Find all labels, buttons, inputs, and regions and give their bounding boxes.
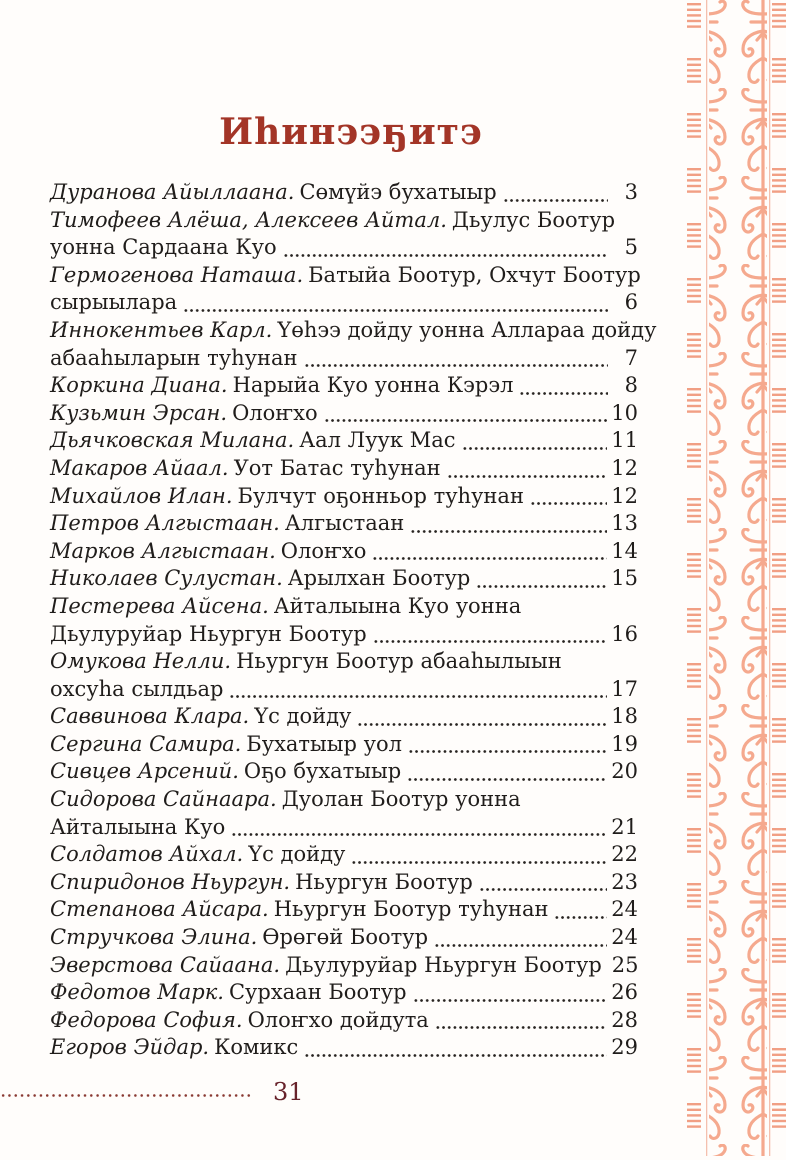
toc-title: Дьулус Боотур (451, 207, 616, 232)
dot-leader (435, 1024, 607, 1031)
toc-entry-continuation (50, 621, 638, 649)
dot-leader (410, 528, 607, 535)
toc-page-number: 16 (611, 621, 638, 646)
toc-entry-line (50, 869, 638, 897)
toc-author: Дьячковская Милана. (50, 428, 295, 453)
page-title: Иһинээҕитэ (219, 111, 483, 153)
toc-page-number: 24 (611, 925, 638, 950)
toc-title-continued: абааһыларын туһунан (50, 345, 298, 370)
toc-title-continued: Айталыына Куо (50, 814, 226, 839)
toc-author: Макаров Айаал. (50, 455, 229, 480)
toc-author: Петров Алгыстаан. (50, 511, 280, 536)
toc-title: Оҕо бухатыыр (243, 759, 402, 784)
dot-leader (503, 197, 608, 204)
toc-author: Кузьмин Эрсан. (50, 400, 228, 425)
toc-author: Солдатов Айхал. (50, 842, 244, 867)
toc-page-number: 10 (611, 400, 638, 425)
toc-entry-line (50, 786, 638, 814)
toc-title: Олоҥхо дойдута (247, 1007, 429, 1032)
toc-author: Саввинова Клара. (50, 704, 250, 729)
dot-leader (434, 942, 607, 949)
toc-entry-line (50, 979, 638, 1007)
toc-title-continued: Дьулуруйар Ньургун Боотур (50, 621, 367, 646)
toc-page-number: 25 (611, 952, 639, 977)
toc-entry-line (50, 1007, 638, 1035)
toc-author: Эверстова Сайаана. (50, 952, 281, 977)
toc-entry-line (50, 427, 638, 455)
toc-title: Айталыына Куо уонна (273, 593, 522, 618)
toc-title: Булчут оҕонньор туһунан (237, 483, 524, 508)
toc-page-number: 12 (611, 455, 638, 480)
dot-leader (479, 886, 607, 893)
toc-entry-line (50, 262, 641, 290)
dot-leader (407, 776, 607, 783)
toc-title: Батыйа Боотур, Охчут Боотур (308, 262, 641, 287)
toc-page-number: 23 (611, 869, 638, 894)
toc-page-number: 13 (611, 511, 638, 536)
toc-page-number: 19 (611, 731, 638, 756)
toc-author: Спиридонов Ньургун. (50, 869, 291, 894)
toc-title: Үөһээ дойду уонна Аллараа дойду (277, 317, 657, 342)
toc-page-number: 21 (611, 814, 638, 839)
toc-page-number: 12 (611, 483, 638, 508)
toc-author: Степанова Айсара. (50, 897, 269, 922)
toc-entry-line (50, 841, 638, 869)
ornament-border-graphic (676, 0, 786, 1156)
toc-list (50, 179, 657, 1062)
dot-leader (304, 1052, 607, 1059)
toc-author: Гермогенова Наташа. (50, 262, 304, 287)
toc-entry-line (50, 400, 638, 428)
dot-leader (408, 748, 607, 755)
toc-author: Егоров Эйдар. (50, 1035, 210, 1060)
toc-title: Үс дойду (248, 842, 346, 867)
toc-entry-line (50, 372, 638, 400)
toc-author: Сергина Самира. (50, 731, 242, 756)
toc-author: Стручкова Элина. (50, 925, 258, 950)
toc-title: Алгыстаан (284, 511, 405, 536)
toc-title-continued: сырыылара (50, 290, 178, 315)
toc-entry-line (50, 593, 638, 621)
sakha-scroll-border (676, 0, 786, 1156)
toc-page (50, 110, 657, 1062)
toc-entry-line (50, 952, 638, 980)
folio-page-number: 31 (273, 1078, 304, 1106)
dot-leader (229, 693, 607, 700)
toc-title: Өрөгөй Боотур (262, 925, 429, 950)
toc-page-number: 28 (611, 1007, 638, 1032)
toc-entry-continuation (50, 234, 638, 262)
dot-leader (554, 914, 607, 921)
toc-page-number: 24 (611, 897, 638, 922)
toc-author: Омукова Нелли. (50, 649, 232, 674)
toc-title: Аал Луук Мас (299, 428, 456, 453)
toc-title: Олоҥхо (280, 538, 367, 563)
toc-entry-line (50, 207, 638, 235)
toc-page-number: 8 (624, 373, 638, 398)
dot-leader (231, 831, 607, 838)
toc-author: Сивцев Арсений. (50, 759, 239, 784)
toc-title: Нарыйа Куо уонна Кэрэл (232, 373, 514, 398)
toc-entry-line (50, 896, 638, 924)
toc-author: Михайлов Илан. (50, 483, 233, 508)
toc-entry-line (50, 483, 638, 511)
toc-title: Комикс (214, 1035, 299, 1060)
toc-page-number: 6 (624, 290, 638, 315)
toc-author: Марков Алгыстаан. (50, 538, 276, 563)
toc-title: Сөмүйэ бухатыыр (299, 180, 497, 204)
dot-leader (530, 500, 607, 507)
toc-author: Тимофеев Алёша, Алексеев Айтал. (50, 207, 447, 232)
toc-author: Иннокентьев Карл. (50, 317, 273, 342)
dot-leader (476, 583, 607, 590)
page-footer (0, 1078, 320, 1106)
toc-title-continued: охсуһа сылдьар (50, 676, 224, 701)
dot-leader (413, 997, 608, 1004)
toc-entry-line (50, 565, 638, 593)
toc-page-number: 5 (624, 235, 638, 260)
toc-title: Ньургун Боотур абааһылыын (236, 649, 562, 674)
footer-dot-leader (0, 1092, 253, 1099)
toc-author: Сидорова Сайнаара. (50, 787, 277, 812)
dot-leader (324, 417, 608, 424)
toc-page-number: 7 (624, 345, 638, 370)
toc-entry-line (50, 538, 638, 566)
toc-author: Федотов Марк. (50, 980, 224, 1005)
toc-entry-line (50, 455, 638, 483)
dot-leader (372, 555, 607, 562)
toc-entry-line (50, 510, 638, 538)
dot-leader (304, 362, 609, 369)
toc-entry-continuation (50, 345, 638, 373)
toc-page-number: 14 (611, 538, 638, 563)
toc-title-continued: уонна Сардаана Куо (50, 235, 277, 260)
toc-title: Дьулуруйар Ньургун Боотур (285, 952, 602, 977)
toc-entry-line (50, 179, 638, 207)
toc-entry-continuation (50, 289, 638, 317)
toc-title: Сурхаан Боотур (228, 980, 407, 1005)
toc-entry-line (50, 924, 638, 952)
dot-leader (373, 638, 608, 645)
toc-title: Ньургун Боотур туһунан (273, 897, 549, 922)
toc-page-number: 20 (611, 759, 638, 784)
toc-author: Коркина Диана. (50, 373, 228, 398)
toc-entry-continuation (50, 814, 638, 842)
toc-title: Олоҥхо (232, 400, 318, 425)
toc-entry-line (50, 731, 638, 759)
toc-page-number: 29 (611, 1035, 638, 1060)
toc-title: Үс дойду (254, 704, 352, 729)
dot-leader (183, 307, 608, 314)
dot-leader (351, 859, 607, 866)
toc-page-number: 17 (611, 676, 638, 701)
toc-entry-continuation (50, 676, 638, 704)
dot-leader (462, 445, 608, 452)
toc-entry-line (50, 317, 657, 345)
toc-page-number: 15 (611, 566, 638, 591)
toc-author: Дуранова Айыллаана. (50, 180, 295, 204)
toc-entry-line (50, 1034, 638, 1062)
toc-title: Ньургун Боотур (295, 869, 473, 894)
dot-leader (519, 390, 608, 397)
toc-page-number: 18 (611, 704, 638, 729)
dot-leader (357, 721, 607, 728)
toc-entry-line (50, 648, 638, 676)
toc-author: Николаев Сулустан. (50, 566, 283, 591)
toc-entry-line (50, 758, 638, 786)
toc-title: Бухатыыр уол (246, 731, 402, 756)
toc-title: Арылхан Боотур (287, 566, 471, 591)
toc-page-number: 11 (611, 428, 638, 453)
toc-author: Пестерева Айсена. (50, 593, 269, 618)
toc-page-number: 3 (624, 180, 638, 204)
toc-title: Дуолан Боотур уонна (281, 787, 521, 812)
dot-leader (283, 252, 608, 259)
toc-entry-line (50, 703, 638, 731)
dot-leader (447, 473, 608, 480)
toc-title: Уот Батас туһунан (233, 455, 441, 480)
toc-author: Федорова София. (50, 1007, 243, 1032)
toc-page-number: 26 (611, 980, 638, 1005)
toc-page-number: 22 (611, 842, 638, 867)
